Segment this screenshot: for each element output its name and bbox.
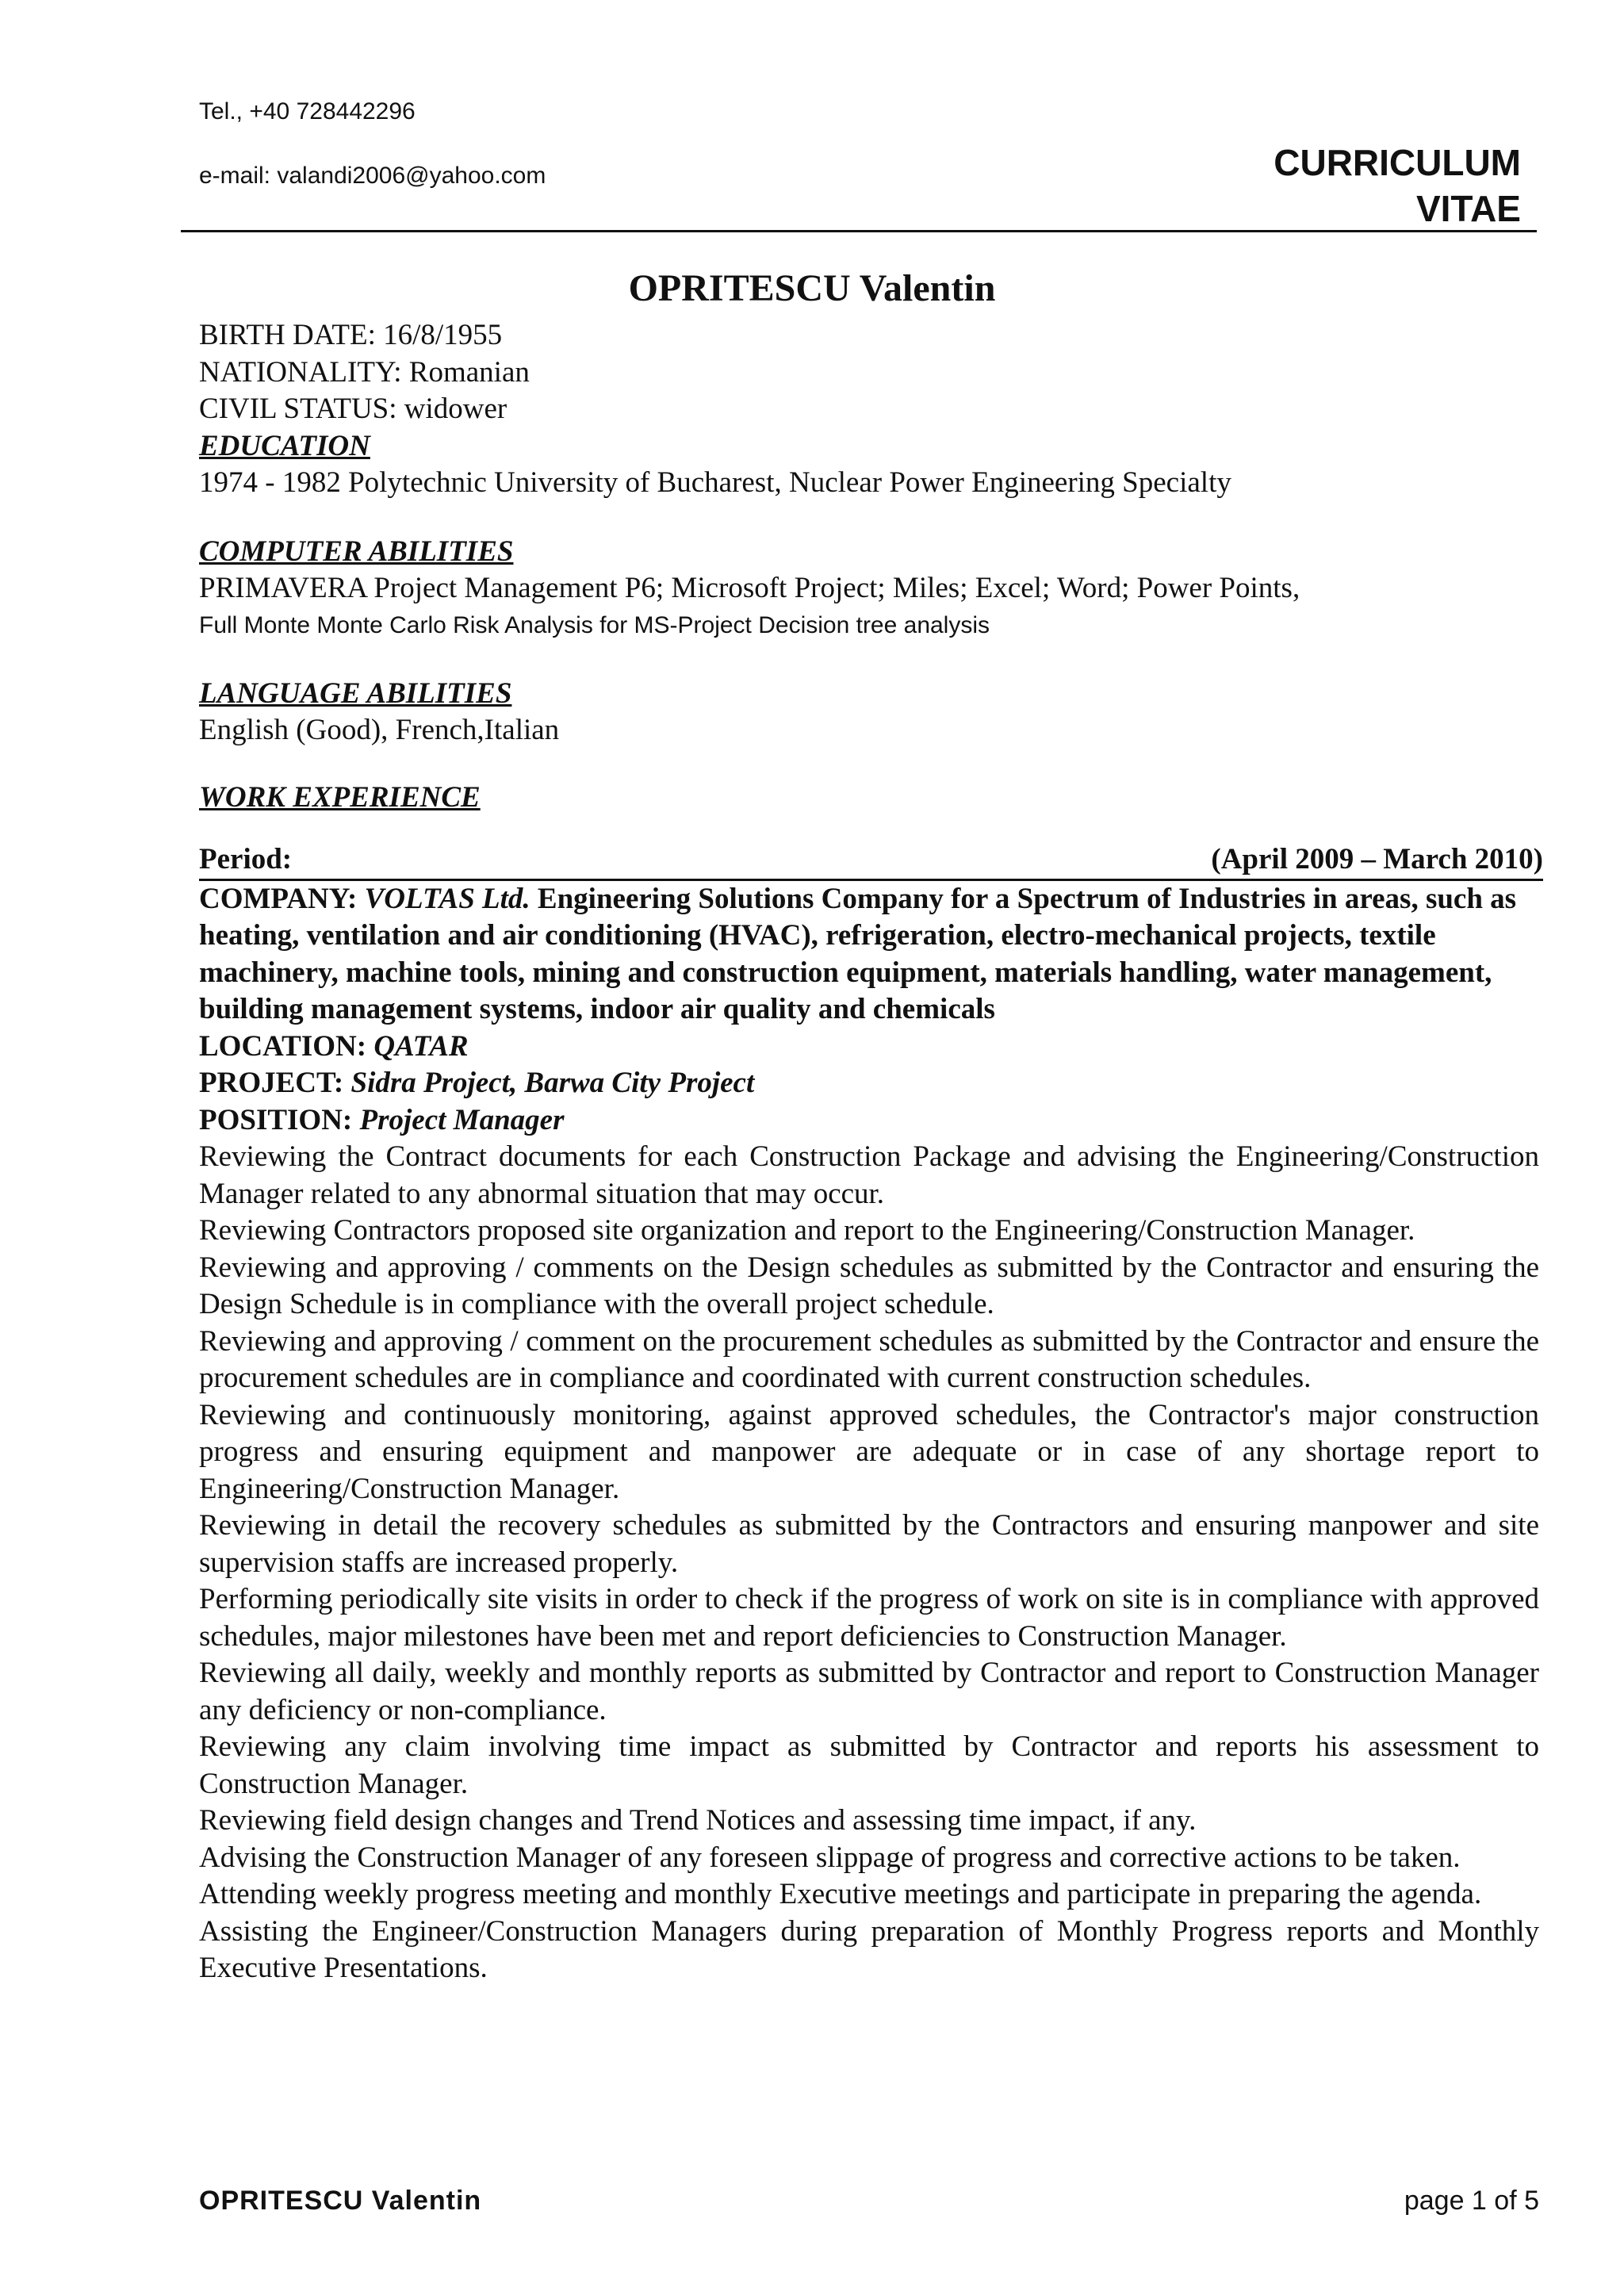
duty-item: Reviewing the Contract documents for each Construction Package and advising the Engineering/Construction Manager related to any abnormal situation that may occur.	[199, 1140, 1539, 1210]
duty-item: Attending weekly progress meeting and monthly Executive meetings and participate in preparing the agenda.	[199, 1878, 1482, 1910]
position-label: POSITION:	[199, 1103, 353, 1136]
duty-item: Reviewing any claim involving time impact as submitted by Contractor and reports his assessment to Construction Manager.	[199, 1730, 1539, 1800]
duty-item: Reviewing and approving / comment on the procurement schedules as submitted by the Contractor and ensure the procurement schedules are in compliance and coordinated with current construction schedules.	[199, 1324, 1539, 1394]
company-name: VOLTAS Ltd.	[364, 882, 530, 915]
duty-item: Assisting the Engineer/Construction Managers during preparation of Monthly Progress reports and Monthly Executive Presentations.	[199, 1914, 1539, 1984]
location-label: LOCATION:	[199, 1029, 367, 1063]
computer-abilities-heading: COMPUTER ABILITIES	[199, 534, 514, 568]
language-abilities-line: English (Good), French,Italian	[199, 714, 560, 746]
duty-item: Reviewing Contractors proposed site organization and report to the Engineering/Construction Manager.	[199, 1214, 1415, 1247]
page-number: page 1 of 5	[1404, 2186, 1539, 2216]
header-divider	[181, 230, 1537, 232]
computer-abilities-line1: PRIMAVERA Project Management P6; Microsoft Project; Miles; Excel; Word; Power Points,	[199, 572, 1300, 604]
period-row	[199, 841, 1543, 881]
duty-item: Performing periodically site visits in order to check if the progress of work on site is in compliance with approved schedules, major milestones have been met and report deficiencies to Construction Manager.	[199, 1583, 1539, 1653]
project-label: PROJECT:	[199, 1067, 344, 1099]
duty-item: Reviewing field design changes and Trend Notices and assessing time impact, if any.	[199, 1804, 1197, 1837]
document-title-line2: VITAE	[1415, 188, 1521, 229]
project-entry	[199, 1065, 1539, 1102]
cv-body	[199, 317, 1543, 1987]
document-title	[1204, 140, 1521, 232]
duty-item: Reviewing and continuously monitoring, against approved schedules, the Contractor's major construction progress and ensuring equipment and manpower are adequate or in case of any shortage report to Engineering/Construction Manager.	[199, 1398, 1539, 1505]
period-value: (April 2009 – March 2010)	[1211, 843, 1543, 875]
location-entry	[199, 1029, 1539, 1066]
company-entry	[199, 881, 1539, 1029]
duty-item: Reviewing in detail the recovery schedules as submitted by the Contractors and ensuring manpower and site supervision staffs are increased properly.	[199, 1509, 1539, 1579]
phone-line: Tel., +40 728442296	[199, 98, 416, 125]
duty-item: Advising the Construction Manager of any foreseen slippage of progress and corrective actions to be taken.	[199, 1841, 1461, 1874]
company-label: COMPANY:	[199, 882, 358, 915]
email-line: e-mail: valandi2006@yahoo.com	[199, 163, 546, 189]
candidate-name: OPRITESCU Valentin	[628, 267, 996, 309]
duty-item: Reviewing and approving / comments on the Design schedules as submitted by the Contractor and ensuring the Design Schedule is in compliance with the overall project schedule.	[199, 1251, 1539, 1320]
education-heading: EDUCATION	[199, 429, 370, 462]
civil-status: CIVIL STATUS: widower	[199, 393, 508, 425]
page-footer	[199, 2186, 1539, 2216]
birth-date: BIRTH DATE: 16/8/1955	[199, 319, 503, 351]
work-experience-heading: WORK EXPERIENCE	[199, 780, 481, 814]
computer-abilities-line2: Full Monte Monte Carlo Risk Analysis for MS-Project Decision tree analysis	[199, 611, 990, 638]
location-value: QATAR	[373, 1029, 469, 1063]
nationality: NATIONALITY: Romanian	[199, 355, 530, 389]
duties-list	[199, 1139, 1539, 1987]
position-value: Project Manager	[359, 1103, 565, 1136]
document-title-line1: CURRICULUM	[1274, 142, 1521, 183]
company-description: Engineering Solutions Company for a Spectrum of Industries in areas, such as heating, ventilation and air conditioning (HVAC), refrigeration, electro-mechanical projects, textile machinery, machine tools, mining and construction equipment, materials handling, water management, building management systems, indoor air quality and chemicals	[199, 882, 1517, 1025]
period-label: Period:	[199, 843, 293, 875]
duty-item: Reviewing all daily, weekly and monthly reports as submitted by Contractor and report to Construction Manager any deficiency or non-compliance.	[199, 1657, 1539, 1726]
project-value: Sidra Project, Barwa City Project	[350, 1067, 755, 1099]
education-entry: 1974 - 1982 Polytechnic University of Bucharest, Nuclear Power Engineering Specialty	[199, 466, 1231, 499]
footer-name: OPRITESCU Valentin	[199, 2186, 482, 2216]
language-abilities-heading: LANGUAGE ABILITIES	[199, 676, 512, 710]
position-entry	[199, 1102, 1539, 1140]
